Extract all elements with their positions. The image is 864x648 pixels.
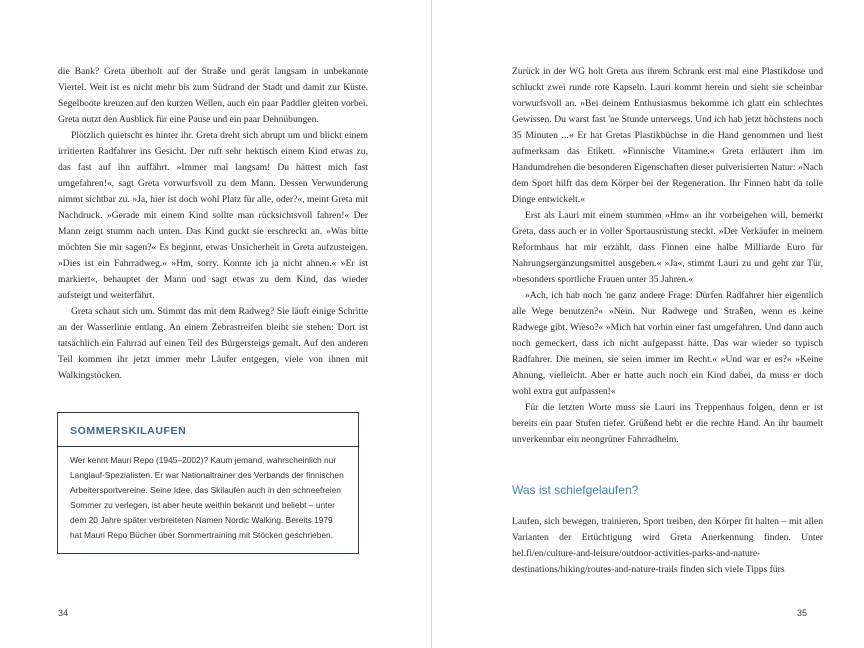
section-body [512,514,823,578]
paragraph: Plötzlich quietscht es hinter ihr. Greta dreht sich abrupt um und blickt einem irritierten Radfahrer ins Gesicht. Der ruft sehr hektisch einem Kind etwas zu, das fast auf ihn auffährt. »Immer mal langsam! Du hättest mich fast umgefahren!«, sagt Greta vorwurfsvoll zu dem Mann. Dessen Verwunderung nimmt sichtbar zu. »Ja, hier ist doch wohl Platz für alle, oder?«, meint Greta mit Nachdruck. »Gerade mit einem Kind sollte man rücksichtsvoll fahren!« Der Mann zeigt stumm nach unten. Das Kind guckt sie erschreckt an. »Was bitte möchten Sie mir sagen?« Es beginnt, etwas Unsicherheit in Greta aufzusteigen. »Dies ist ein Fahrradweg.« »Hm, sorry. Konnte ich ja nicht ahnen.« »Er ist markiert«, behauptet der Mann und sagt etwas zu dem Kind, das wieder aufsteigt und weiterfährt. [58,130,368,301]
paragraph: Erst als Lauri mit einem stummen »Hm« an ihr vorbeigehen will, bemerkt Greta, dass auch er in voller Sportausrüstung steckt. »Der Verkäufer in meinem Reformhaus hat mir erzählt, dass Finnen eine halbe Milliarde Euro für Nahrungsergänzungsmittel ausgeben.« »Ja«, stimmt Lauri zu und geht zur Tür, »besonders sportliche Frauen unter 35 Jahren.« [512,210,823,285]
info-box-text: Wer kennt Mauri Repo (1945–2002)? Kaum jemand, wahrscheinlich nur Langlauf-Spezialisten. Er war Nationaltrainer des Verbands der finnischen Arbeitersportvereine. Seine Idee, das Skilaufen auch in den schneefreien Sommer zu verlegen, ist aber heute weithin bekannt und beliebt – unter dem 20 Jahre später verbreiteten Namen Nordic Walking. Bereits 1979 hat Mauri Repo Bücher über Sommertraining mit Stöcken geschrieben. [70,455,344,540]
paragraph: Laufen, sich bewegen, trainieren, Sport treiben, den Körper fit halten – mit allen Varianten der Ertüchtigung wird Greta Anerkennung finden. Unter hel.fi/en/culture-and-leisure/outdoor-activities-parks-and-nature-destinations/hiking/routes-and-nature-trails finden sich viele Tipps fürs [512,516,823,575]
info-box-title: SOMMERSKILAUFEN [70,425,187,437]
info-box-divider [58,446,358,447]
paragraph: Greta schaut sich um. Stimmt das mit dem Radweg? Sie läuft einige Schritte an der Wasserlinie entlang. An einem Zebrastreifen bleibt sie stehen: Dort ist tatsächlich ein Fahrrad auf einen Teil des Bürgersteigs gemalt. Auf den anderen Teil kommen ihr jetzt immer mehr Läufer entgegen, viele von ihnen mit Walkingstöcken. [58,306,368,381]
info-box [57,412,359,554]
page-number-right: 35 [797,608,808,618]
paragraph: die Bank? Greta überholt auf der Straße und gerät langsam in unbekannte Viertel. Weit ist es nicht mehr bis zum Südrand der Stadt und damit zur Küste. Segelboote kreuzen auf den kurzen Wellen, auch ein paar Paddler gleiten vorbei. Greta nutzt den Ausblick für eine Pause und ein paar Dehnübungen. [58,66,368,125]
left-page-body [58,64,368,384]
paragraph: Zurück in der WG holt Greta aus ihrem Schrank erst mal eine Plastikdose und schluckt zwei runde rote Kapseln. Lauri kommt herein und sieht sie scheinbar vorwurfsvoll an. »Bei deinem Enthusiasmus bekomme ich glatt ein schlechtes Gewissen. Du warst fast 'ne Stunde unterwegs. Und ich hab jetzt höchstens noch 35 Minuten ...« Er hat Gretas Plastikbüchse in die Hand genommen und liest aufmerksam das Etikett. »Finnische Vitamine.« Greta erläutert ihm im Handumdrehen die besonderen Eigenschaften dieser pulverisierten Natur: »Nach dem Sport hilft das dem Körper bei der Regeneration. Ihr Finnen habt da tolle Dinge entwickelt.« [512,66,823,205]
paragraph: Für die letzten Worte muss sie Lauri ins Treppenhaus folgen, denn er ist bereits ein paar Stufen tiefer. Grüßend hebt er die rechte Hand. An ihr baumelt unverkennbar ein neongrüner Fahrradhelm. [512,402,823,445]
page-number-left: 34 [58,608,69,618]
paragraph: »Ach, ich hab noch 'ne ganz andere Frage: Dürfen Radfahrer hier eigentlich alle Wege benutzen?« »Nein. Nur Radwege und Straßen, wenn es keine Radwege gibt. Wieso?« »Mich hat vorhin einer fast umgefahren. Und dann auch noch gemeckert, dass ich nicht aufgepasst hätte. Das war wieder so typisch Radfahrer. Die meinen, sie seien immer im Recht.« »Und war er es?« »Keine Ahnung, vielleicht. Aber er hatte auch noch ein Kind dabei, da muss er doch wohl extra gut aufpassen!« [512,290,823,397]
section-heading: Was ist schiefgelaufen? [512,483,639,497]
page-gutter [431,0,432,648]
right-page-body [512,64,823,448]
